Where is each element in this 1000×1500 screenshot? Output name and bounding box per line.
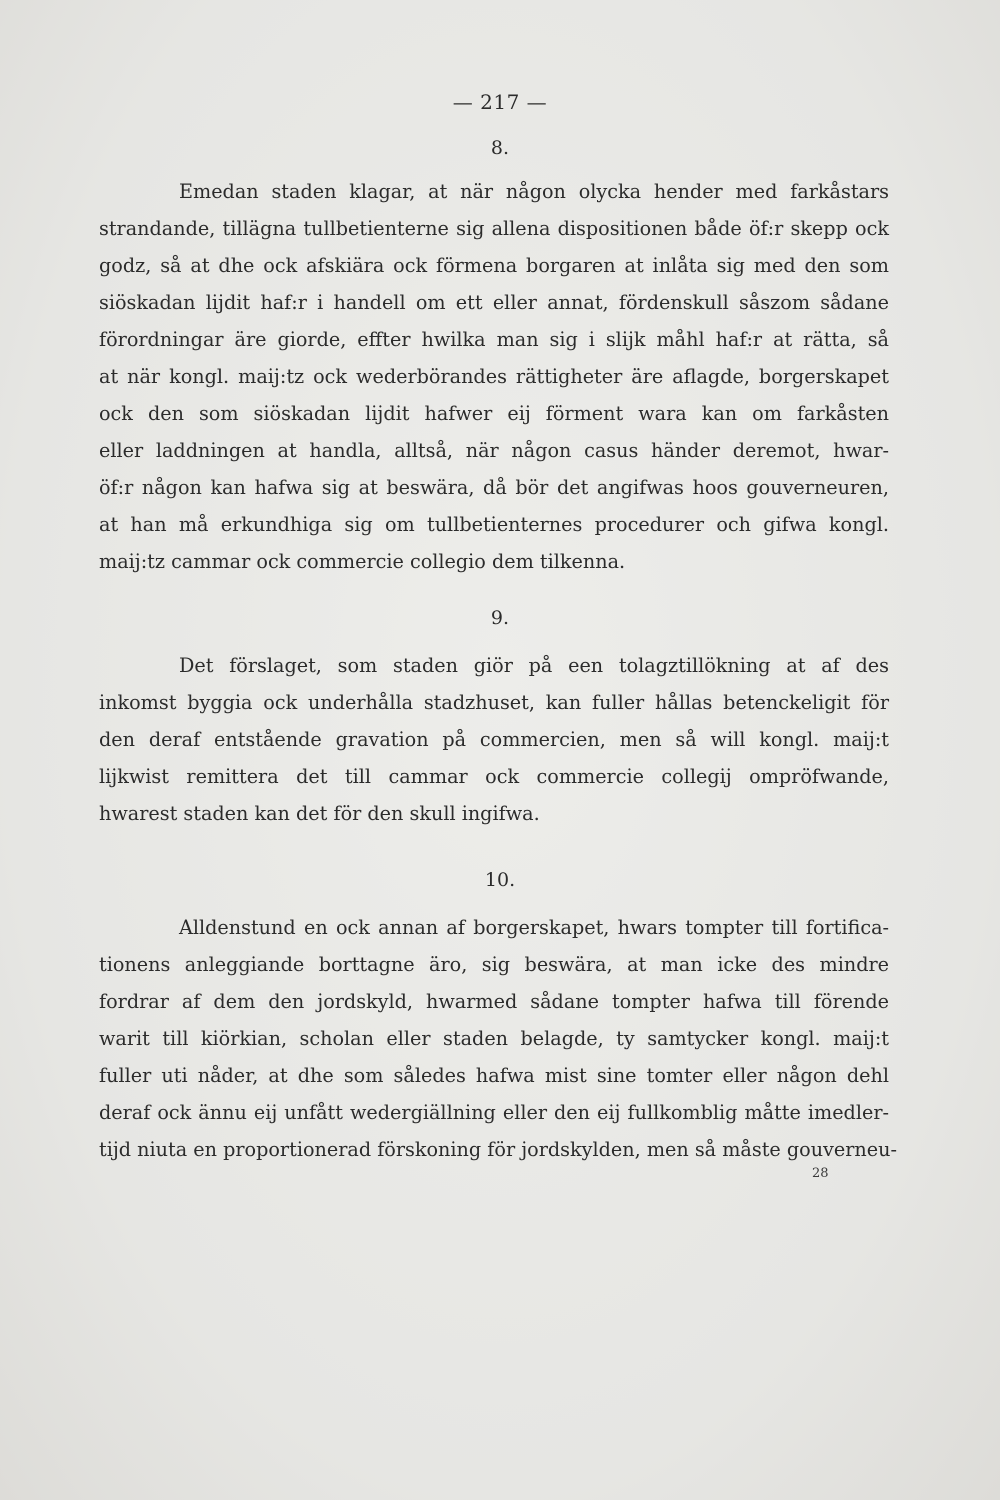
text-line: deraf ock ännu eij unfått wedergiällning eller den eij fullkomblig måtte imedler- [99, 1101, 889, 1124]
text-line: warit till kiörkian, scholan eller staden belagde, ty samtycker kongl. maij:t [99, 1027, 889, 1050]
section-10-text [99, 909, 897, 1168]
section-number-8: 8. [490, 137, 510, 159]
text-line: hwarest staden kan det för den skull ingifwa. [99, 802, 540, 825]
text-line: lijkwist remittera det till cammar ock commercie collegij ompröfwande, [99, 765, 889, 788]
text-line: siöskadan lijdit haf:r i handell om ett eller annat, fördenskull såszom sådane [99, 291, 889, 314]
section-number-10: 10. [484, 869, 516, 891]
text-line: eller laddningen at handla, alltså, när någon casus händer deremot, hwar- [99, 439, 889, 462]
text-line: Alldenstund en ock annan af borgerskapet, hwars tompter till fortifica- [179, 916, 889, 939]
text-line: fordrar af dem den jordskyld, hwarmed sådane tompter hafwa till förende [99, 990, 889, 1013]
text-line: godz, så at dhe ock afskiära ock förmena borgaren at inlåta sig med den som [99, 254, 889, 277]
text-line: at han må erkundhiga sig om tullbetienternes procedurer och gifwa kongl. [99, 513, 889, 536]
text-line: den deraf entstående gravation på commercien, men så will kongl. maij:t [99, 728, 889, 751]
text-line: fuller uti nåder, at dhe som således hafwa mist sine tomter eller någon dehl [99, 1064, 889, 1087]
section-9-text [99, 647, 889, 832]
text-line: Emedan staden klagar, at när någon olycka hender med farkåstars [179, 180, 889, 203]
text-line: Det förslaget, som staden giör på een tolagztillökning at af des [179, 654, 889, 677]
text-line: inkomst byggia ock underhålla stadzhuset, kan fuller hållas betenckeligit för [99, 691, 889, 714]
text-line: öf:r någon kan hafwa sig at beswära, då bör det angifwas hoos gouverneuren, [99, 476, 889, 499]
section-8-text [99, 173, 889, 580]
text-line: strandande, tillägna tullbetienterne sig allena dispositionen både öf:r skepp ock [99, 217, 889, 240]
text-line: maij:tz cammar ock commercie collegio dem tilkenna. [99, 550, 626, 573]
text-line: tijd niuta en proportionerad förskoning för jordskylden, men så måste gouverneu- [99, 1138, 897, 1161]
text-line: at när kongl. maij:tz ock wederbörandes rättigheter äre aflagde, borgerskapet [99, 365, 889, 388]
text-line: förordningar äre giorde, effter hwilka man sig i slijk måhl haf:r at rätta, så [99, 328, 889, 351]
text-line: ock den som siöskadan lijdit hafwer eij förment wara kan om farkåsten [99, 402, 889, 425]
signature-mark: 28 [812, 1166, 829, 1181]
page-number: — 217 — [452, 90, 548, 114]
section-number-9: 9. [490, 607, 510, 629]
text-line: tionens anleggiande borttagne äro, sig beswära, at man icke des mindre [99, 953, 889, 976]
